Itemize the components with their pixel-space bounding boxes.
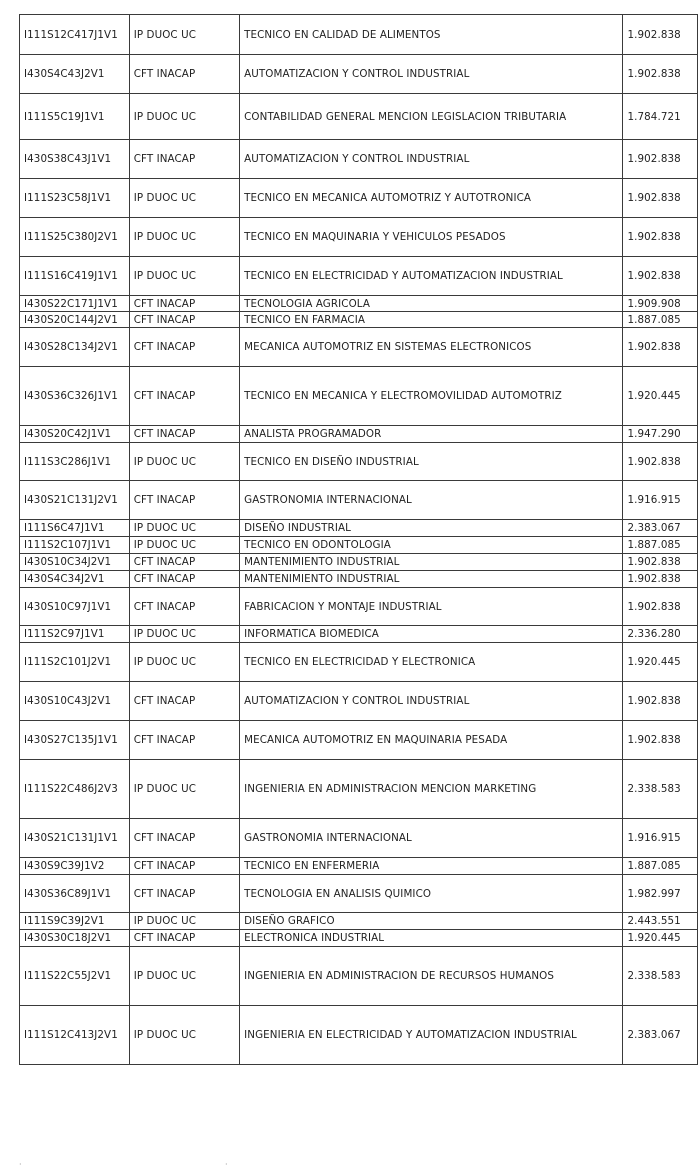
program-name-cell: MECANICA AUTOMOTRIZ EN MAQUINARIA PESADA bbox=[240, 721, 623, 760]
program-name-cell: TECNICO EN CALIDAD DE ALIMENTOS bbox=[240, 15, 623, 55]
program-name-cell: INGENIERIA EN ADMINISTRACION MENCION MARKETING bbox=[240, 760, 623, 819]
table-row bbox=[20, 443, 698, 481]
table-row bbox=[20, 179, 698, 218]
scan-artifact-left: · bbox=[19, 1160, 22, 1169]
amount-cell: 1.902.838 bbox=[623, 588, 698, 626]
institution-cell: CFT INACAP bbox=[129, 875, 239, 913]
program-name-cell: TECNOLOGIA AGRICOLA bbox=[240, 296, 623, 312]
institution-cell: CFT INACAP bbox=[129, 588, 239, 626]
program-code-cell: I430S27C135J1V1 bbox=[20, 721, 130, 760]
program-code-cell: I430S10C97J1V1 bbox=[20, 588, 130, 626]
table-row bbox=[20, 367, 698, 426]
program-code-cell: I111S12C417J1V1 bbox=[20, 15, 130, 55]
amount-cell: 1.887.085 bbox=[623, 858, 698, 875]
program-code-cell: I430S36C89J1V1 bbox=[20, 875, 130, 913]
program-code-cell: I111S22C55J2V1 bbox=[20, 947, 130, 1006]
institution-cell: IP DUOC UC bbox=[129, 760, 239, 819]
scan-artifact-right: · bbox=[225, 1160, 228, 1169]
institution-cell: CFT INACAP bbox=[129, 858, 239, 875]
amount-cell: 1.902.838 bbox=[623, 218, 698, 257]
amount-cell: 1.887.085 bbox=[623, 537, 698, 554]
table-row bbox=[20, 721, 698, 760]
institution-cell: CFT INACAP bbox=[129, 140, 239, 179]
amount-cell: 1.887.085 bbox=[623, 312, 698, 328]
program-name-cell: GASTRONOMIA INTERNACIONAL bbox=[240, 819, 623, 858]
amount-cell: 1.902.838 bbox=[623, 721, 698, 760]
table-row bbox=[20, 312, 698, 328]
program-name-cell: AUTOMATIZACION Y CONTROL INDUSTRIAL bbox=[240, 682, 623, 721]
program-code-cell: I430S30C18J2V1 bbox=[20, 930, 130, 947]
amount-cell: 1.902.838 bbox=[623, 554, 698, 571]
table-row bbox=[20, 481, 698, 520]
institution-cell: CFT INACAP bbox=[129, 55, 239, 94]
institution-cell: IP DUOC UC bbox=[129, 537, 239, 554]
program-name-cell: CONTABILIDAD GENERAL MENCION LEGISLACION TRIBUTARIA bbox=[240, 94, 623, 140]
amount-cell: 1.902.838 bbox=[623, 443, 698, 481]
institution-cell: IP DUOC UC bbox=[129, 15, 239, 55]
table-row bbox=[20, 682, 698, 721]
table-row bbox=[20, 588, 698, 626]
table-row bbox=[20, 55, 698, 94]
table-body bbox=[20, 15, 698, 1065]
table-row bbox=[20, 328, 698, 367]
institution-cell: CFT INACAP bbox=[129, 930, 239, 947]
institution-cell: IP DUOC UC bbox=[129, 947, 239, 1006]
institution-cell: CFT INACAP bbox=[129, 312, 239, 328]
institution-cell: IP DUOC UC bbox=[129, 1006, 239, 1065]
amount-cell: 1.947.290 bbox=[623, 426, 698, 443]
institution-cell: CFT INACAP bbox=[129, 721, 239, 760]
program-code-cell: I430S4C43J2V1 bbox=[20, 55, 130, 94]
program-name-cell: TECNICO EN ENFERMERIA bbox=[240, 858, 623, 875]
table-row bbox=[20, 626, 698, 643]
amount-cell: 1.920.445 bbox=[623, 643, 698, 682]
table-row bbox=[20, 296, 698, 312]
table-row bbox=[20, 819, 698, 858]
institution-cell: CFT INACAP bbox=[129, 296, 239, 312]
amount-cell: 1.920.445 bbox=[623, 367, 698, 426]
amount-cell: 1.920.445 bbox=[623, 930, 698, 947]
program-code-cell: I430S21C131J1V1 bbox=[20, 819, 130, 858]
amount-cell: 2.336.280 bbox=[623, 626, 698, 643]
program-name-cell: TECNICO EN ELECTRICIDAD Y AUTOMATIZACION INDUSTRIAL bbox=[240, 257, 623, 296]
program-name-cell: INGENIERIA EN ADMINISTRACION DE RECURSOS HUMANOS bbox=[240, 947, 623, 1006]
table-row bbox=[20, 571, 698, 588]
program-name-cell: AUTOMATIZACION Y CONTROL INDUSTRIAL bbox=[240, 55, 623, 94]
program-code-cell: I430S36C326J1V1 bbox=[20, 367, 130, 426]
program-code-cell: I430S20C42J1V1 bbox=[20, 426, 130, 443]
program-code-cell: I111S2C101J2V1 bbox=[20, 643, 130, 682]
amount-cell: 1.902.838 bbox=[623, 682, 698, 721]
institution-cell: IP DUOC UC bbox=[129, 443, 239, 481]
amount-cell: 1.902.838 bbox=[623, 571, 698, 588]
program-name-cell: TECNICO EN MAQUINARIA Y VEHICULOS PESADOS bbox=[240, 218, 623, 257]
program-code-cell: I111S12C413J2V1 bbox=[20, 1006, 130, 1065]
amount-cell: 1.916.915 bbox=[623, 819, 698, 858]
program-name-cell: MANTENIMIENTO INDUSTRIAL bbox=[240, 571, 623, 588]
amount-cell: 1.916.915 bbox=[623, 481, 698, 520]
program-code-cell: I430S20C144J2V1 bbox=[20, 312, 130, 328]
institution-cell: CFT INACAP bbox=[129, 426, 239, 443]
institution-cell: IP DUOC UC bbox=[129, 94, 239, 140]
program-name-cell: TECNICO EN ELECTRICIDAD Y ELECTRONICA bbox=[240, 643, 623, 682]
table-row bbox=[20, 426, 698, 443]
amount-cell: 1.902.838 bbox=[623, 257, 698, 296]
program-code-cell: I111S25C380J2V1 bbox=[20, 218, 130, 257]
program-name-cell: INFORMATICA BIOMEDICA bbox=[240, 626, 623, 643]
program-name-cell: DISEÑO GRAFICO bbox=[240, 913, 623, 930]
amount-cell: 2.443.551 bbox=[623, 913, 698, 930]
program-code-cell: I430S9C39J1V2 bbox=[20, 858, 130, 875]
institution-cell: CFT INACAP bbox=[129, 554, 239, 571]
program-code-cell: I430S10C43J2V1 bbox=[20, 682, 130, 721]
amount-cell: 2.338.583 bbox=[623, 947, 698, 1006]
amount-cell: 2.383.067 bbox=[623, 1006, 698, 1065]
program-name-cell: ELECTRONICA INDUSTRIAL bbox=[240, 930, 623, 947]
institution-cell: IP DUOC UC bbox=[129, 257, 239, 296]
program-code-cell: I430S22C171J1V1 bbox=[20, 296, 130, 312]
program-code-cell: I111S6C47J1V1 bbox=[20, 520, 130, 537]
table-row bbox=[20, 858, 698, 875]
program-code-cell: I430S28C134J2V1 bbox=[20, 328, 130, 367]
program-code-cell: I111S9C39J2V1 bbox=[20, 913, 130, 930]
program-cost-table bbox=[19, 14, 698, 1065]
amount-cell: 1.784.721 bbox=[623, 94, 698, 140]
table-row bbox=[20, 643, 698, 682]
table-row bbox=[20, 760, 698, 819]
program-name-cell: TECNICO EN MECANICA Y ELECTROMOVILIDAD AUTOMOTRIZ bbox=[240, 367, 623, 426]
institution-cell: CFT INACAP bbox=[129, 819, 239, 858]
program-code-cell: I111S22C486J2V3 bbox=[20, 760, 130, 819]
institution-cell: CFT INACAP bbox=[129, 367, 239, 426]
program-name-cell: AUTOMATIZACION Y CONTROL INDUSTRIAL bbox=[240, 140, 623, 179]
amount-cell: 1.909.908 bbox=[623, 296, 698, 312]
amount-cell: 1.982.997 bbox=[623, 875, 698, 913]
institution-cell: CFT INACAP bbox=[129, 481, 239, 520]
amount-cell: 2.338.583 bbox=[623, 760, 698, 819]
table-row bbox=[20, 554, 698, 571]
table-row bbox=[20, 875, 698, 913]
institution-cell: CFT INACAP bbox=[129, 682, 239, 721]
program-name-cell: TECNOLOGIA EN ANALISIS QUIMICO bbox=[240, 875, 623, 913]
program-name-cell: DISEÑO INDUSTRIAL bbox=[240, 520, 623, 537]
table-row bbox=[20, 140, 698, 179]
program-name-cell: GASTRONOMIA INTERNACIONAL bbox=[240, 481, 623, 520]
program-name-cell: INGENIERIA EN ELECTRICIDAD Y AUTOMATIZACION INDUSTRIAL bbox=[240, 1006, 623, 1065]
institution-cell: IP DUOC UC bbox=[129, 218, 239, 257]
program-name-cell: TECNICO EN ODONTOLOGIA bbox=[240, 537, 623, 554]
program-code-cell: I430S21C131J2V1 bbox=[20, 481, 130, 520]
amount-cell: 1.902.838 bbox=[623, 179, 698, 218]
table-row bbox=[20, 94, 698, 140]
table-row bbox=[20, 913, 698, 930]
program-code-cell: I111S16C419J1V1 bbox=[20, 257, 130, 296]
program-code-cell: I111S5C19J1V1 bbox=[20, 94, 130, 140]
table-row bbox=[20, 947, 698, 1006]
institution-cell: IP DUOC UC bbox=[129, 913, 239, 930]
program-name-cell: FABRICACION Y MONTAJE INDUSTRIAL bbox=[240, 588, 623, 626]
table-row bbox=[20, 537, 698, 554]
program-code-cell: I111S23C58J1V1 bbox=[20, 179, 130, 218]
table-row bbox=[20, 257, 698, 296]
institution-cell: IP DUOC UC bbox=[129, 520, 239, 537]
amount-cell: 1.902.838 bbox=[623, 140, 698, 179]
table-row bbox=[20, 218, 698, 257]
program-name-cell: TECNICO EN FARMACIA bbox=[240, 312, 623, 328]
program-name-cell: MANTENIMIENTO INDUSTRIAL bbox=[240, 554, 623, 571]
amount-cell: 1.902.838 bbox=[623, 328, 698, 367]
program-name-cell: MECANICA AUTOMOTRIZ EN SISTEMAS ELECTRONICOS bbox=[240, 328, 623, 367]
program-name-cell: TECNICO EN DISEÑO INDUSTRIAL bbox=[240, 443, 623, 481]
table-row bbox=[20, 1006, 698, 1065]
program-code-cell: I111S3C286J1V1 bbox=[20, 443, 130, 481]
amount-cell: 1.902.838 bbox=[623, 55, 698, 94]
program-code-cell: I430S10C34J2V1 bbox=[20, 554, 130, 571]
program-code-cell: I111S2C97J1V1 bbox=[20, 626, 130, 643]
program-code-cell: I111S2C107J1V1 bbox=[20, 537, 130, 554]
program-code-cell: I430S4C34J2V1 bbox=[20, 571, 130, 588]
institution-cell: CFT INACAP bbox=[129, 571, 239, 588]
program-name-cell: ANALISTA PROGRAMADOR bbox=[240, 426, 623, 443]
program-code-cell: I430S38C43J1V1 bbox=[20, 140, 130, 179]
institution-cell: IP DUOC UC bbox=[129, 643, 239, 682]
table-row bbox=[20, 520, 698, 537]
amount-cell: 2.383.067 bbox=[623, 520, 698, 537]
program-name-cell: TECNICO EN MECANICA AUTOMOTRIZ Y AUTOTRONICA bbox=[240, 179, 623, 218]
institution-cell: CFT INACAP bbox=[129, 328, 239, 367]
institution-cell: IP DUOC UC bbox=[129, 179, 239, 218]
table-row bbox=[20, 930, 698, 947]
institution-cell: IP DUOC UC bbox=[129, 626, 239, 643]
amount-cell: 1.902.838 bbox=[623, 15, 698, 55]
table-row bbox=[20, 15, 698, 55]
